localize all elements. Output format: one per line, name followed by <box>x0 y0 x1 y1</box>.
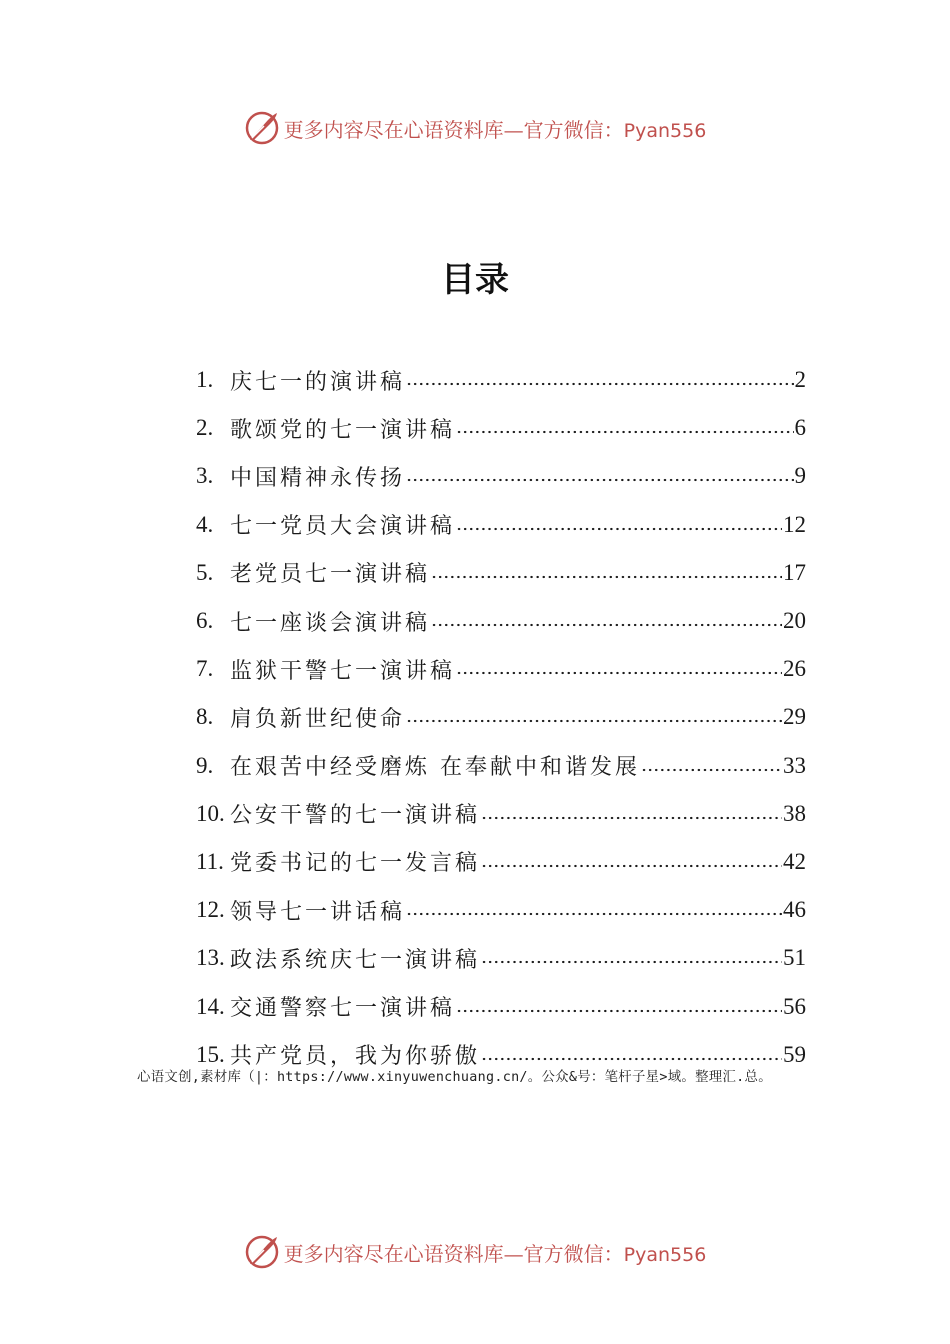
toc-item-number: 6. <box>196 608 214 634</box>
toc-item[interactable] <box>196 982 806 1030</box>
footer-banner <box>0 1232 950 1272</box>
toc-item-page: 29 <box>783 704 806 730</box>
toc-item[interactable] <box>196 838 806 886</box>
toc-item-page: 51 <box>783 945 806 971</box>
banner-text: 更多内容尽在心语资料库—官方微信：Pyan556 <box>283 117 707 142</box>
wechat-id: Pyan556 <box>623 119 707 142</box>
toc-item-number: 4. <box>196 511 214 537</box>
toc-item-page: 38 <box>783 800 806 826</box>
toc-item-page: 26 <box>783 656 806 682</box>
wechat-id: Pyan556 <box>623 1243 707 1266</box>
table-of-contents <box>196 356 806 1079</box>
toc-item-number: 14. <box>196 993 225 1019</box>
toc-item-title: 公安干警的七一演讲稿 <box>230 803 481 829</box>
toc-item[interactable] <box>196 549 806 597</box>
toc-item-title: 肩负新世纪使命 <box>230 706 406 732</box>
toc-leader-dots <box>481 945 782 967</box>
toc-item-title: 监狱干警七一演讲稿 <box>230 658 456 684</box>
toc-item-title: 庆七一的演讲稿 <box>230 369 406 395</box>
toc-leader-dots <box>481 849 782 871</box>
toc-leader-dots <box>456 415 793 437</box>
toc-leader-dots <box>406 704 782 726</box>
toc-leader-dots <box>431 560 782 582</box>
toc-item-number: 5. <box>196 559 214 585</box>
toc-item-page: 56 <box>783 993 806 1019</box>
toc-item-number: 1. <box>196 367 214 393</box>
toc-leader-dots <box>481 1042 782 1064</box>
toc-item-page: 2 <box>794 367 806 393</box>
toc-item-number: 11. <box>196 848 224 874</box>
toc-item-page: 46 <box>783 897 806 923</box>
toc-item-page: 12 <box>783 511 806 537</box>
toc-item-page: 9 <box>794 463 806 489</box>
toc-item-title: 老党员七一演讲稿 <box>230 562 431 588</box>
toc-item[interactable] <box>196 404 806 452</box>
toc-item-page: 17 <box>783 559 806 585</box>
toc-item-number: 13. <box>196 945 225 971</box>
toc-item-title: 七一座谈会演讲稿 <box>230 610 431 636</box>
toc-item-page: 33 <box>783 752 806 778</box>
toc-item-page: 20 <box>783 608 806 634</box>
toc-item-title: 共产党员，我为你骄傲 <box>230 1044 481 1070</box>
toc-item[interactable] <box>196 886 806 934</box>
toc-item[interactable] <box>196 742 806 790</box>
toc-leader-dots <box>456 656 782 678</box>
toc-item[interactable] <box>196 452 806 500</box>
toc-item-number: 3. <box>196 463 214 489</box>
toc-leader-dots <box>406 463 793 485</box>
toc-item-number: 9. <box>196 752 214 778</box>
toc-leader-dots <box>641 753 782 775</box>
toc-item[interactable] <box>196 934 806 982</box>
toc-item-title: 在艰苦中经受磨炼 在奉献中和谐发展 <box>230 755 640 781</box>
toc-item[interactable] <box>196 645 806 693</box>
toc-item-title: 交通警察七一演讲稿 <box>230 996 456 1022</box>
toc-item-number: 2. <box>196 415 214 441</box>
quill-pen-logo-icon <box>244 110 280 146</box>
toc-item-title: 政法系统庆七一演讲稿 <box>230 947 481 973</box>
toc-item-title: 七一党员大会演讲稿 <box>230 514 456 540</box>
toc-leader-dots <box>406 897 782 919</box>
toc-item-number: 15. <box>196 1041 225 1067</box>
toc-item[interactable] <box>196 597 806 645</box>
toc-item-number: 8. <box>196 704 214 730</box>
toc-item-title: 歌颂党的七一演讲稿 <box>230 417 456 443</box>
toc-leader-dots <box>406 367 793 389</box>
source-note: 心语文创,素材库（|：https://www.xinyuwenchuang.cn/。公众&号：笔杆子星>域。整理汇.总。 <box>137 1070 772 1085</box>
toc-item[interactable] <box>196 501 806 549</box>
toc-leader-dots <box>481 801 782 823</box>
banner-text: 更多内容尽在心语资料库—官方微信：Pyan556 <box>283 1241 707 1266</box>
toc-item-title: 中国精神永传扬 <box>230 465 406 491</box>
toc-leader-dots <box>431 608 782 630</box>
toc-item[interactable] <box>196 356 806 404</box>
toc-item-page: 42 <box>783 848 806 874</box>
toc-leader-dots <box>456 994 782 1016</box>
page-title: 目录 <box>441 260 509 300</box>
toc-item-title: 领导七一讲话稿 <box>230 899 406 925</box>
toc-item-number: 7. <box>196 656 214 682</box>
toc-item[interactable] <box>196 693 806 741</box>
toc-item-page: 59 <box>783 1041 806 1067</box>
toc-item[interactable] <box>196 790 806 838</box>
toc-item-title: 党委书记的七一发言稿 <box>230 851 481 877</box>
toc-leader-dots <box>456 512 782 534</box>
toc-item-page: 6 <box>794 415 806 441</box>
toc-item-number: 10. <box>196 800 225 826</box>
toc-item-number: 12. <box>196 897 225 923</box>
quill-pen-logo-icon <box>244 1234 280 1270</box>
header-banner <box>0 108 950 148</box>
